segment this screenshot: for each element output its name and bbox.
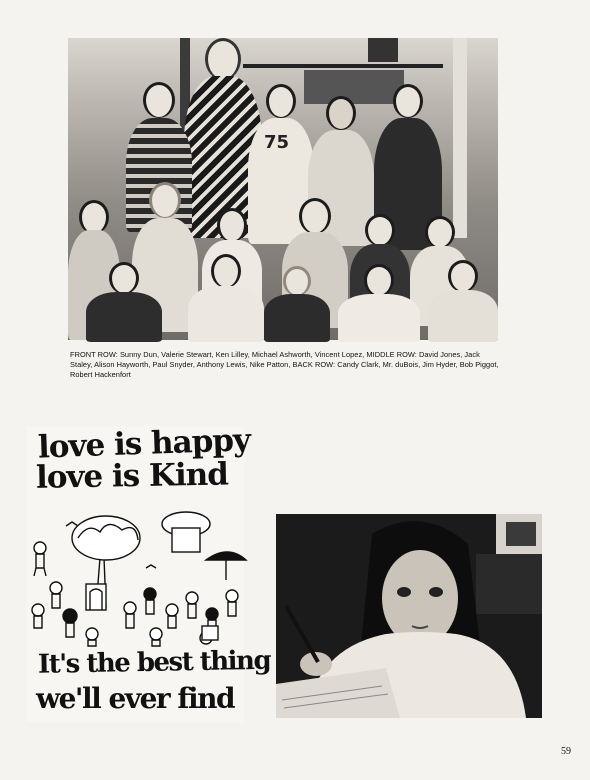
poster-line-1: love is happy [37,422,251,466]
girl-writing-photo [276,514,542,718]
class-photo [68,38,498,340]
shirt-number: 75 [264,132,290,153]
poster-line-2: love is Kind [35,456,229,496]
girl-writing-illustration [276,514,542,718]
photo-caption: FRONT ROW: Sunny Dun, Valerie Stewart, Ken Lilley, Michael Ashworth, Vincent Lopez, MIDDLE ROW: David Jones, Jack Staley, Alison Hayworth, Paul Snyder, Anthony Lewis, Nike Patton, BACK ROW: Candy Clark, Mr. duBois, Jim Hyder, Bob Piggot, Robert Hackenfort [70,350,499,379]
shelf-top [243,64,443,68]
student-figure [338,264,420,342]
student-figure [188,254,264,342]
shelf-box [368,38,398,62]
poster-illustration [26,498,244,648]
poster-line-4: we'll ever find [36,682,235,715]
student-figure [264,266,330,342]
page-number: 59 [561,746,571,757]
poster-line-3: It's the best thing [37,645,271,680]
love-poster [26,422,271,722]
student-figure [86,262,162,342]
window-frame [453,38,467,238]
student-figure [428,260,498,342]
